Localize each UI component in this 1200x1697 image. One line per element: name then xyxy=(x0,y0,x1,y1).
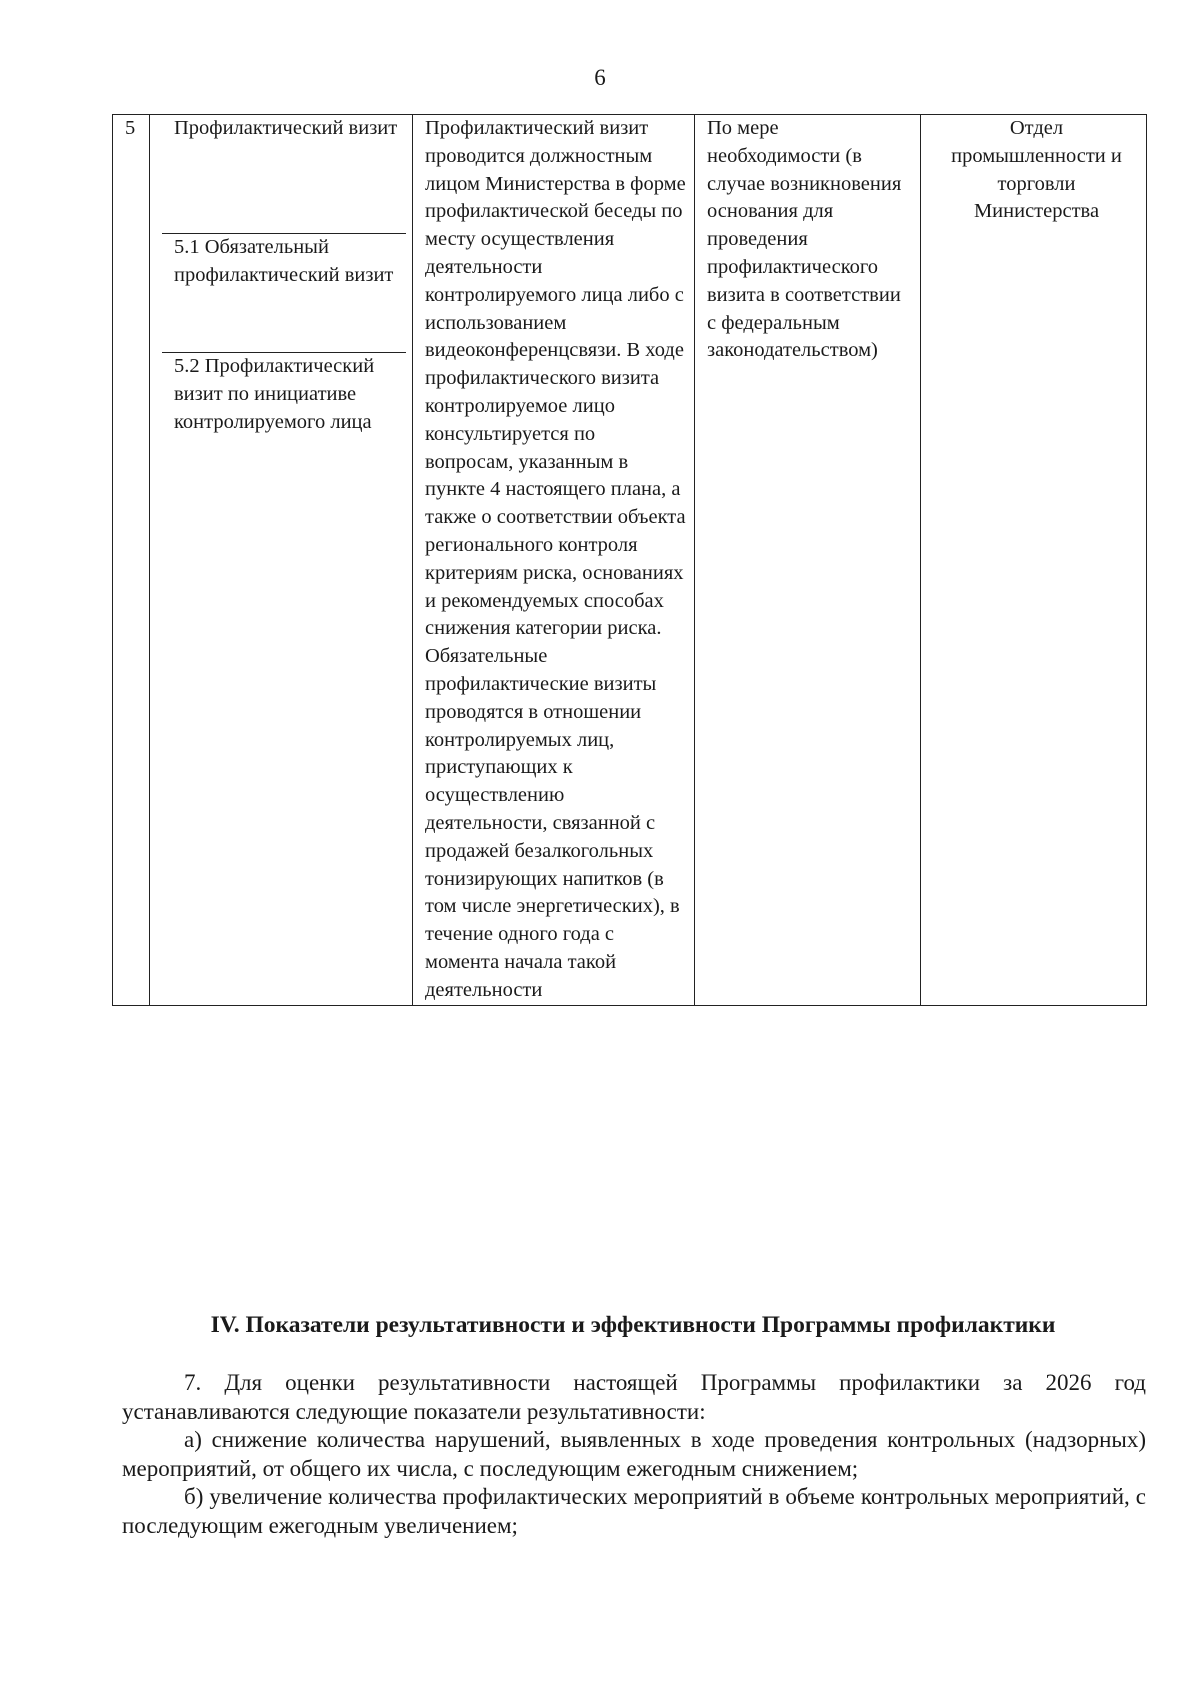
responsible-cell xyxy=(921,115,1147,1006)
sub-event-mandatory-visit: 5.1 Обязательный профилактический визит xyxy=(162,233,406,352)
page-number: 6 xyxy=(594,65,606,90)
section-body xyxy=(122,1369,1146,1540)
paragraph-a: а) снижение количества нарушений, выявленных в ходе проведения контрольных (надзорных) мероприятий, от общего их числа, с последующим ежегодным снижением; xyxy=(122,1427,1146,1481)
event-timing: По мере необходимости (в случае возникновения основания для проведения профилактического визита в соответствии с федеральным законодательством) xyxy=(707,117,902,362)
prevention-plan-table xyxy=(112,114,1147,1006)
sub-event-initiative-visit: 5.2 Профилактический визит по инициативе контролируемого лица xyxy=(162,352,406,436)
event-description: Профилактический визит проводится должностным лицом Министерства в форме профилактической беседы по месту осуществления деятельности контролируемого лица либо с использованием видеоконференцсвязи. В ходе профилактического визита контролируемое лицо консультируется по вопросам, указанным в пункте 4 настоящего плана, а также о соответствии объекта регионального контроля критериям риска, основаниях и рекомендуемых способах снижения категории риска. Обязательные профилактические визиты проводятся в отношении контролируемых лиц, приступающих к осуществлению деятельности, связанной с продажей безалкогольных тонизирующих напитков (в том числе энергетических), в течение одного года с момента начала такой деятельности xyxy=(425,117,686,1001)
section-heading: IV. Показатели результативности и эффективности Программы профилактики xyxy=(210,1312,1056,1338)
paragraph-b: б) увеличение количества профилактических мероприятий в объеме контрольных мероприятий, с последующим ежегодным увеличением; xyxy=(122,1484,1146,1538)
event-description-cell xyxy=(413,115,695,1006)
timing-cell xyxy=(695,115,921,1006)
event-name: Профилактический визит xyxy=(174,117,398,139)
table-row xyxy=(113,115,1147,1006)
row-number-cell xyxy=(113,115,150,1006)
paragraph-7: 7. Для оценки результативности настоящей Программы профилактики за 2026 год устанавливаются следующие показатели результативности: xyxy=(122,1370,1146,1424)
row-number: 5 xyxy=(125,117,136,139)
responsible-department: Отдел промышленности и торговли Министерства xyxy=(951,117,1122,223)
event-name-cell xyxy=(150,115,413,1006)
